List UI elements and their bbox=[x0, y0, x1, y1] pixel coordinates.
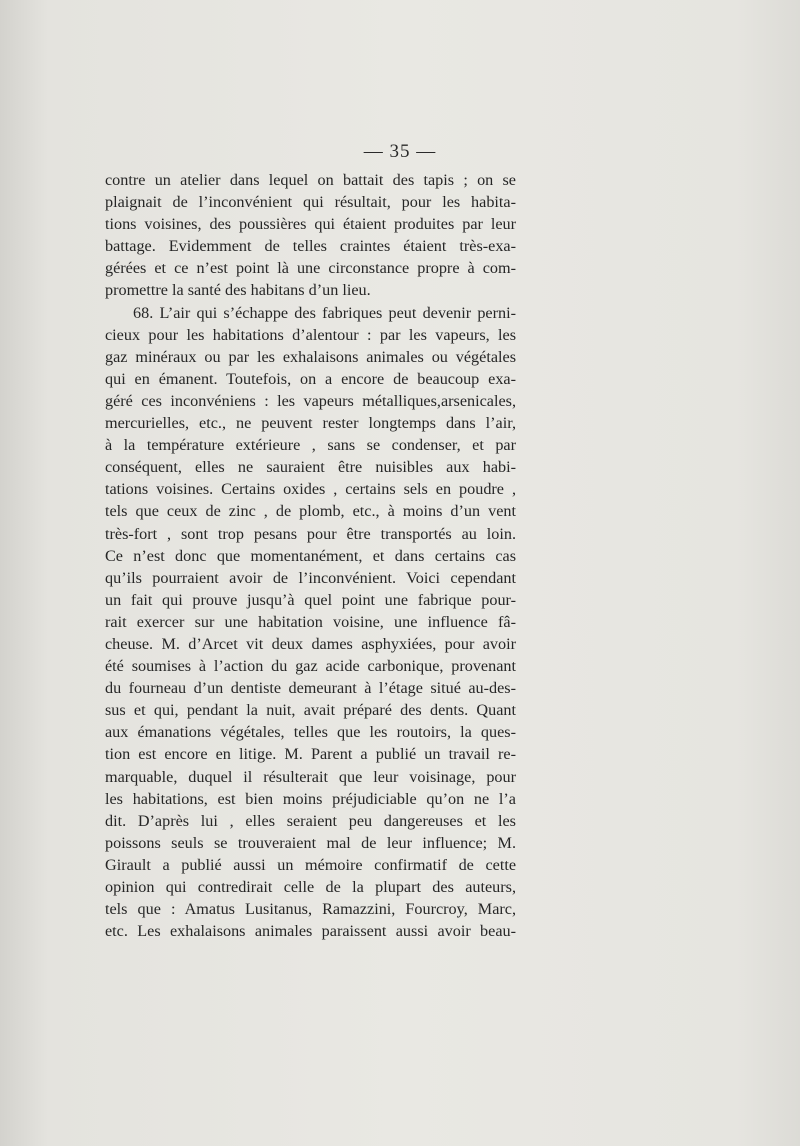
text-line: qu’ils pourraient avoir de l’inconvénient. Voici cependant bbox=[105, 568, 516, 587]
text-line: dit. D’après lui , elles seraient peu dangereuses et les bbox=[105, 811, 516, 830]
text-line: géré ces inconvéniens : les vapeurs métalliques,arsenicales, bbox=[105, 391, 516, 410]
text-line: les habitations, est bien moins préjudiciable qu’on ne l’a bbox=[105, 789, 516, 808]
text-line: à la température extérieure , sans se condenser, et par bbox=[105, 436, 516, 455]
text-line: tations voisines. Certains oxides , certains sels en poudre , bbox=[105, 480, 516, 499]
text-line: du fourneau d’un dentiste demeurant à l’étage situé au-des- bbox=[105, 679, 516, 698]
text-line: tions voisines, des poussières qui étaient produites par leur bbox=[105, 215, 516, 234]
text-line: mercurielles, etc., ne peuvent rester longtemps dans l’air, bbox=[105, 414, 516, 433]
text-line: tels que ceux de zinc , de plomb, etc., à moins d’un vent bbox=[105, 502, 516, 521]
text-line: gaz minéraux ou par les exhalaisons animales ou végétales bbox=[105, 347, 516, 366]
text-line: 68. L’air qui s’échappe des fabriques peut devenir perni- bbox=[133, 303, 516, 322]
text-line: gérées et ce n’est point là une circonstance propre à com- bbox=[105, 259, 516, 278]
text-line: cheuse. M. d’Arcet vit deux dames asphyxiées, pour avoir bbox=[105, 634, 516, 653]
text-line: tion est encore en litige. M. Parent a publié un travail re- bbox=[105, 745, 516, 764]
text-line: plaignait de l’inconvénient qui résultait, pour les habita- bbox=[105, 193, 516, 212]
text-line: Ce n’est donc que momentanément, et dans certains cas bbox=[105, 546, 516, 565]
text-line: tels que : Amatus Lusitanus, Ramazzini, Fourcroy, Marc, bbox=[105, 900, 516, 919]
text-line: opinion qui contredirait celle de la plupart des auteurs, bbox=[105, 878, 516, 896]
text-line: etc. Les exhalaisons animales paraissent aussi avoir beau- bbox=[105, 922, 516, 941]
text-line: très-fort , sont trop pesans pour être transportés au loin. bbox=[105, 524, 516, 543]
text-line: sus et qui, pendant la nuit, avait préparé des dents. Quant bbox=[105, 701, 516, 720]
text-line: rait exercer sur une habitation voisine, une influence fâ- bbox=[105, 612, 516, 631]
text-line: un fait qui prouve jusqu’à quel point une fabrique pour- bbox=[105, 590, 516, 609]
body-text bbox=[105, 169, 516, 942]
text-line: battage. Evidemment de telles craintes étaient très-exa- bbox=[105, 237, 516, 256]
text-line: contre un atelier dans lequel on battait des tapis ; on se bbox=[105, 171, 516, 189]
text-line: promettre la santé des habitans d’un lieu. bbox=[105, 281, 371, 300]
text-line: aux émanations végétales, telles que les routoirs, la ques- bbox=[105, 723, 516, 742]
page-number: — 35 — bbox=[363, 141, 437, 162]
text-line: marquable, duquel il résulterait que leur voisinage, pour bbox=[105, 767, 516, 786]
text-line: été soumises à l’action du gaz acide carbonique, provenant bbox=[105, 657, 516, 676]
text-line: cieux pour les habitations d’alentour : par les vapeurs, les bbox=[105, 325, 516, 344]
text-line: conséquent, elles ne sauraient être nuisibles aux habi- bbox=[105, 458, 516, 477]
text-line: qui en émanent. Toutefois, on a encore de beaucoup exa- bbox=[105, 369, 516, 388]
text-line: poissons seuls se trouveraient mal de leur influence; M. bbox=[105, 833, 516, 852]
text-line: Girault a publié aussi un mémoire confirmatif de cette bbox=[105, 855, 516, 874]
